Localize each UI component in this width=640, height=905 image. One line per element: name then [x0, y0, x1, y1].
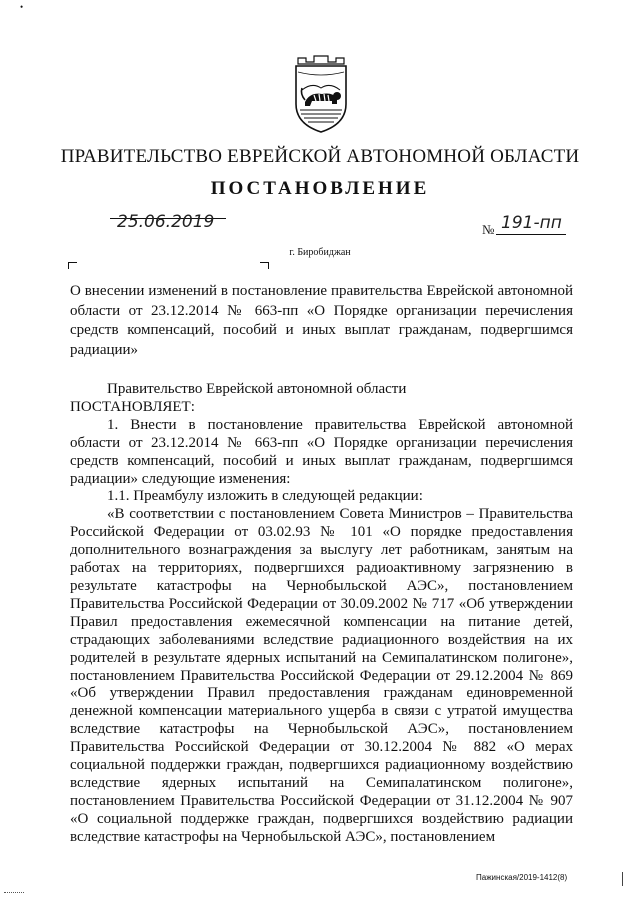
government-title: ПРАВИТЕЛЬСТВО ЕВРЕЙСКОЙ АВТОНОМНОЙ ОБЛАСТИ — [60, 146, 580, 167]
number-underline — [496, 234, 566, 235]
resolves-heading: ПОСТАНОВЛЯЕТ: — [70, 398, 195, 415]
document-date: 25.06.2019 — [117, 212, 215, 232]
item-1: 1. Внести в постановление правительства Еврейской автономной области от 23.12.2014 № 663-пп «О Порядке организации перечисления средств компенсаций, пособий и иных выплат гражданам, подвергшимся радиации» следующие изменения: — [70, 416, 573, 487]
footer-code: Пажинская/2019-1412(8) — [476, 873, 568, 882]
document-subject: О внесении изменений в постановление правительства Еврейской автономной области от 23.12.2014 № 663-пп «О Порядке организации перечисления средств компенсаций, пособий и иных выплат гражданам, подвергшимся радиации» — [70, 283, 573, 358]
government-line: Правительство Еврейской автономной области — [107, 381, 407, 397]
subject-bracket-left — [68, 262, 77, 269]
scan-mark: • — [20, 2, 24, 12]
city: г. Биробиджан — [289, 247, 351, 258]
preamble-text: «В соответствии с постановлением Совета Министров – Правительства Российской Федерации от 03.02.93 № 101 «О порядке предоставления дополнительного вознаграждения за выслугу лет работникам, занятым на работах на территориях, подвергшихся радиоактивному загрязнению в результате катастрофы на Чернобыльской АЭС», постановлением Правительства Российской Федерации от 30.09.2002 № 717 «Об утверждении Правил предоставления ежемесячной компенсации на питание детей, страдающих заболеваниями вследствие радиационного воздействия на их родителей в результате ядерных испытаний на Семипалатинском полигоне», постановлением Правительства Российской Федерации от 29.12.2004 № 869 «Об утверждении Правил предоставления гражданам единовременной денежной компенсации материального ущерба в связи с утратой имущества вследствие катастрофы на Чернобыльской АЭС», постановлением Правительства Российской Федерации от 30.12.2004 № 882 «О мерах социальной поддержки граждан, подвергшихся радиационному воздействию вследствие ядерных испытаний на Семипалатинском полигоне», постановлением Правительства Российской Федерации от 31.12.2004 № 907 «О социальной поддержке граждан, подвергшихся воздействию радиации вследствие катастрофы на Чернобыльской АЭС», постановлением — [70, 506, 573, 845]
subject-bracket-right — [260, 262, 269, 269]
coat-of-arms-icon — [292, 54, 350, 134]
number-label: № — [482, 222, 495, 237]
scan-mark-bottom — [4, 892, 24, 893]
document-type: ПОСТАНОВЛЕНИЕ — [210, 178, 430, 199]
document-body — [70, 381, 573, 847]
item-1-1: 1.1. Преамбулу изложить в следующей редакции: — [107, 488, 423, 505]
scan-mark-right — [622, 872, 623, 886]
document-number: 191-пп — [501, 213, 562, 233]
